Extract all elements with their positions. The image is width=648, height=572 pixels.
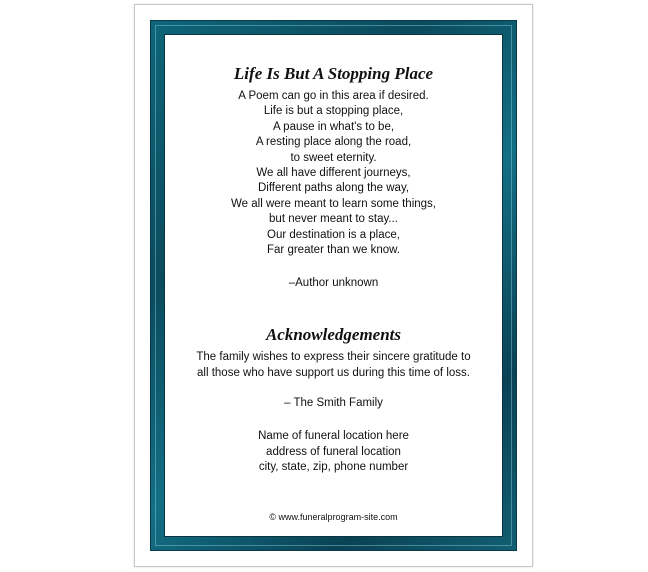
poem-line: A pause in what's to be, — [272, 120, 395, 133]
location-name: Name of funeral location here — [258, 430, 409, 442]
poem-line: but never meant to stay... — [269, 213, 398, 226]
poem-author: –Author unknown — [288, 277, 379, 289]
poem-line: A resting place along the road, — [255, 136, 412, 149]
poem-body — [165, 89, 502, 258]
poem-title: Life Is But A Stopping Place — [233, 64, 434, 83]
content-panel — [164, 34, 503, 537]
poem-line: A Poem can go in this area if desired. — [238, 90, 429, 102]
poem-line: Our destination is a place, — [267, 228, 400, 241]
location-address: address of funeral location — [266, 445, 401, 458]
poem-line: Different paths along the way, — [257, 182, 410, 195]
acknowledgements-line: The family wishes to express their sincere gratitude to — [196, 351, 471, 363]
funeral-location — [165, 429, 502, 476]
decorative-border-frame — [150, 20, 517, 551]
program-page — [134, 4, 533, 567]
copyright-footer: © www.funeralprogram-site.com — [269, 512, 398, 522]
poem-line: Life is but a stopping place, — [263, 105, 404, 118]
poem-line: We all were meant to learn some things, — [231, 197, 436, 210]
acknowledgements-line: all those who have support us during this time of loss. — [197, 366, 470, 379]
poem-line: Far greater than we know. — [267, 244, 400, 257]
location-city-state: city, state, zip, phone number — [258, 461, 409, 473]
acknowledgements-title: Acknowledgements — [265, 325, 402, 344]
poem-line: to sweet eternity. — [290, 151, 377, 164]
poem-line: We all have different journeys, — [256, 167, 411, 180]
acknowledgements-body — [165, 350, 502, 381]
family-signoff: – The Smith Family — [284, 397, 383, 409]
